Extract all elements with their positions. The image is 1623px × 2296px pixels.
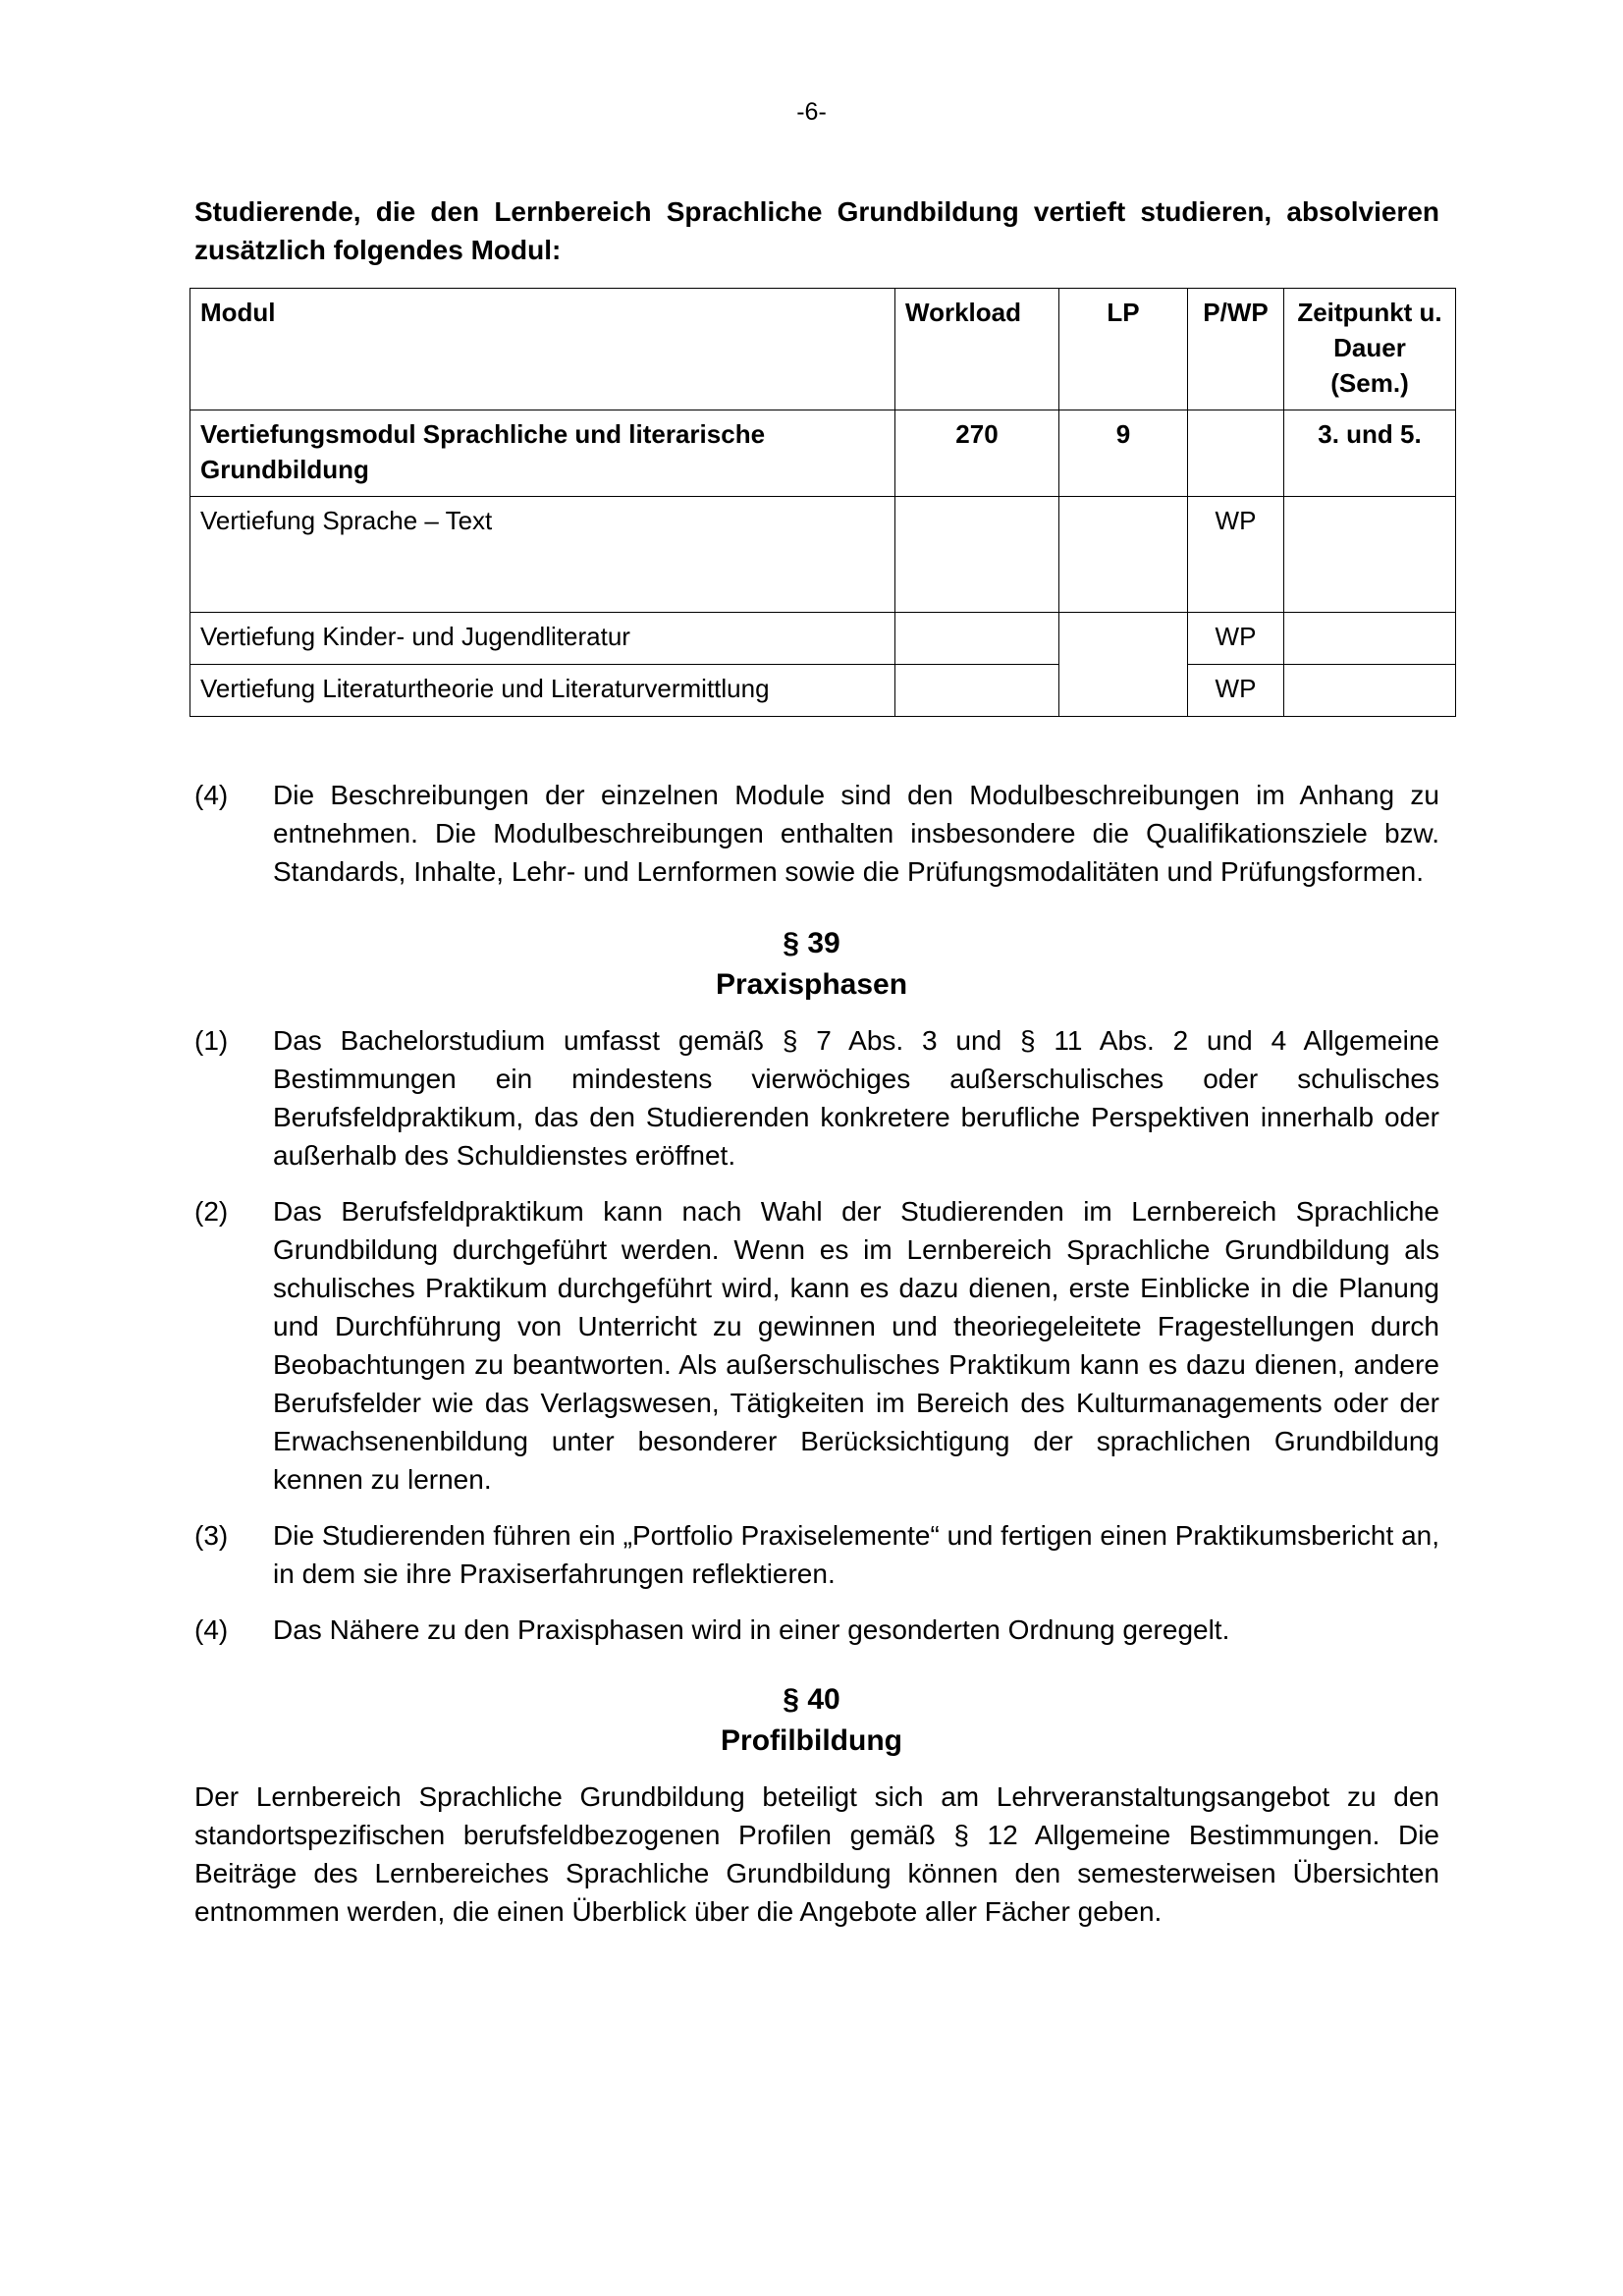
cell-workload [895,613,1059,665]
cell-workload [895,665,1059,717]
cell-zeitpunkt [1284,665,1456,717]
paragraph-number: (4) [194,1614,229,1645]
section-39-paragraph-3 [194,1516,1439,1593]
paragraph-text: Das Bachelorstudium umfasst gemäß § 7 Abs. 3 und § 11 Abs. 2 und 4 Allgemeine Bestimmungen ein mindestens vierwöchiges außerschulisches oder schulisches Berufsfeldpraktikum, das den Studierenden konkretere berufliche Perspektiven innerhalb oder außerhalb des Schuldienstes eröffnet. [273,1025,1439,1171]
cell-main-modul: Vertiefungsmodul Sprachliche und literarische Grundbildung [190,410,895,497]
header-workload: Workload [895,289,1059,410]
section-40-number: § 40 [783,1683,840,1716]
header-lp: LP [1059,289,1188,410]
module-table [189,288,1456,717]
table-header-row [190,289,1456,410]
cell-main-workload: 270 [895,410,1059,497]
paragraph-text: Das Nähere zu den Praxisphasen wird in einer gesonderten Ordnung geregelt. [273,1614,1230,1645]
cell-zeitpunkt [1284,497,1456,613]
cell-main-zeitpunkt: 3. und 5. [1284,410,1456,497]
paragraph-4-modulbeschreibungen [194,776,1439,891]
cell-workload [895,497,1059,613]
section-39-paragraph-2 [194,1192,1439,1499]
cell-modul: Vertiefung Literaturtheorie und Literaturvermittlung [190,665,895,717]
table-row [190,497,1456,613]
section-39-number: § 39 [783,927,840,959]
cell-pwp: WP [1188,613,1284,665]
paragraph-text: Das Berufsfeldpraktikum kann nach Wahl der Studierenden im Lernbereich Sprachliche Grundbildung durchgeführt werden. Wenn es im Lernbereich Sprachliche Grundbildung als schulisches Praktikum durchgeführt wird, kann es dazu dienen, erste Einblicke in die Planung und Durchführung von Unterricht zu gewinnen und theoriegeleitete Fragestellungen durch Beobachtungen zu beantworten. Als außerschulisches Praktikum kann es dazu dienen, andere Berufsfelder wie das Verlagswesen, Tätigkeiten im Bereich des Kulturmanagements oder der Erwachsenenbildung unter besonderer Berücksichtigung der sprachlichen Grundbildung kennen zu lernen. [273,1196,1439,1495]
table-row [190,613,1456,665]
paragraph-number: (2) [194,1196,229,1227]
cell-main-pwp [1188,410,1284,497]
table-row-main [190,410,1456,497]
section-39-title: Praxisphasen [715,968,908,1001]
header-modul: Modul [190,289,895,410]
table-row [190,665,1456,717]
paragraph-number: (4) [194,780,229,810]
cell-pwp: WP [1188,497,1284,613]
paragraph-number: (3) [194,1520,229,1551]
cell-lp-merged [1059,613,1188,717]
paragraph-text: Die Studierenden führen ein „Portfolio Praxiselemente“ und fertigen einen Praktikumsbericht an, in dem sie ihre Praxiserfahrungen reflektieren. [273,1520,1439,1589]
cell-modul: Vertiefung Kinder- und Jugendliteratur [190,613,895,665]
header-pwp: P/WP [1188,289,1284,410]
section-40-text: Der Lernbereich Sprachliche Grundbildung beteiligt sich am Lehrveranstaltungsangebot zu den standortspezifischen berufsfeldbezogenen Profilen gemäß § 12 Allgemeine Bestimmungen. Die Beiträge des Lernbereiches Sprachliche Grundbildung können den semesterweisen Übersichten entnommen werden, die einen Überblick über die Angebote aller Fächer geben. [194,1781,1439,1927]
intro-text: Studierende, die den Lernbereich Sprachliche Grundbildung vertieft studieren, absolvieren zusätzlich folgendes Modul: [194,196,1439,265]
cell-modul: Vertiefung Sprache – Text [190,497,895,613]
section-39-paragraph-1 [194,1021,1439,1175]
cell-main-lp: 9 [1059,410,1188,497]
cell-lp [1059,497,1188,613]
section-40-title: Profilbildung [721,1724,902,1757]
header-zeitpunkt: Zeitpunkt u. Dauer (Sem.) [1284,289,1456,410]
paragraph-text: Die Beschreibungen der einzelnen Module sind den Modulbeschreibungen im Anhang zu entnehmen. Die Modulbeschreibungen enthalten insbesondere die Qualifikationsziele bzw. Standards, Inhalte, Lehr- und Lernformen sowie die Prüfungsmodalitäten und Prüfungsformen. [273,780,1439,887]
cell-zeitpunkt [1284,613,1456,665]
page-number: -6- [796,98,827,126]
section-39-paragraph-4 [194,1611,1439,1649]
paragraph-number: (1) [194,1025,229,1056]
cell-pwp: WP [1188,665,1284,717]
